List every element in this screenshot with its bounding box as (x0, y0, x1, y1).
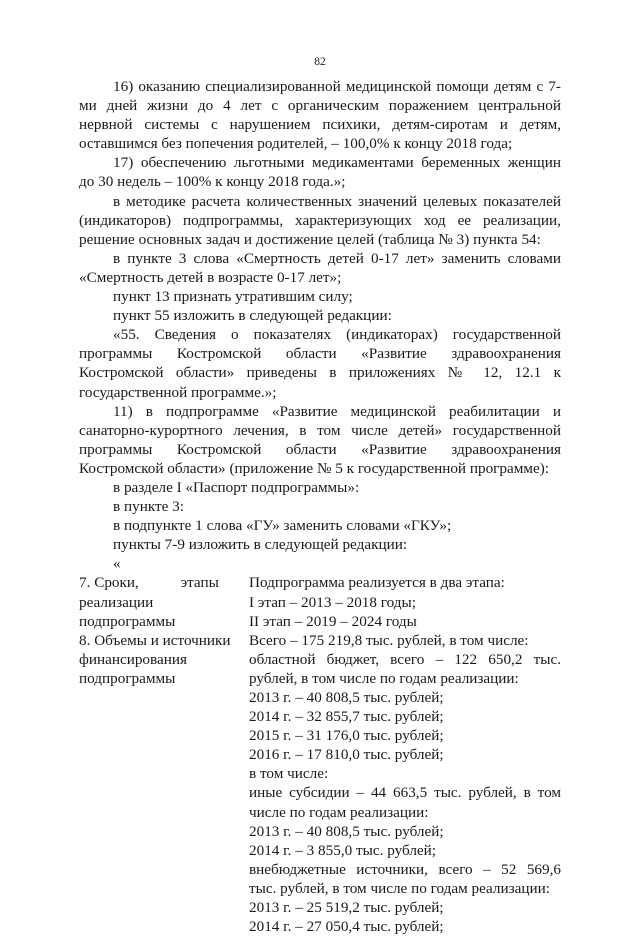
row-value (249, 631, 561, 936)
paragraph: пункт 55 изложить в следующей редакции: (113, 307, 392, 325)
row-value (249, 573, 561, 630)
row-value-line: в том числе: (249, 765, 329, 783)
opening-quote: « (113, 555, 121, 573)
page-number: 82 (314, 56, 326, 68)
paragraph: пункты 7-9 изложить в следующей редакции: (113, 536, 408, 554)
row-label (79, 573, 239, 630)
paragraph: в пункте 3: (113, 498, 184, 516)
row-label-line: финансирования (79, 650, 187, 668)
row-value-line: 2015 г. – 31 176,0 тыс. рублей; (249, 727, 444, 745)
passport-row-7 (79, 573, 561, 630)
row-value-line: I этап – 2013 – 2018 годы; (249, 593, 416, 611)
row-value-line: Всего – 175 219,8 тыс. рублей, в том числе: (249, 631, 529, 649)
row-label (79, 631, 239, 936)
paragraph: 17) обеспечению льготными медикаментами беременных женщин до 30 недель – 100% к концу 2018 года.»; (79, 154, 561, 191)
row-value-line: 2014 г. – 32 855,7 тыс. рублей; (249, 708, 444, 726)
row-value-line: рублей, в том числе по годам реализации: (249, 669, 519, 687)
row-value-line: II этап – 2019 – 2024 годы (249, 612, 417, 630)
row-value-line: областной бюджет, всего – 122 650,2 тыс. (249, 650, 561, 668)
paragraph: 11) в подпрограмме «Развитие медицинской реабилитации и санаторно-курортного лечения, в том числе детей» государственной программы Костромской области «Развитие здравоохранения Костромской области» (приложение № 5 к государственной программе): (79, 402, 561, 477)
paragraph: пункт 13 признать утратившим силу; (113, 288, 353, 306)
paragraph: «55. Сведения о показателях (индикаторах) государственной программы Костромской области «Развитие здравоохранения Костромской области» приведены в приложениях № 12, 12.1 к государственной программе.»; (79, 326, 561, 401)
row-value-line: числе по годам реализации: (249, 803, 429, 821)
row-value-line: 2014 г. – 3 855,0 тыс. рублей; (249, 841, 437, 859)
document-body (79, 77, 561, 936)
paragraph: 16) оказанию специализированной медицинской помощи детям с 7-ми дней жизни до 4 лет с органическим поражением центральной нервной системы с нарушением психики, детям-сиротам и детям, оставшимся без попечения родителей, – 100,0% к концу 2018 года; (79, 78, 561, 153)
row-value-line: 2014 г. – 27 050,4 тыс. рублей; (249, 918, 444, 936)
row-value-line: внебюджетные источники, всего – 52 569,6 (249, 860, 561, 878)
row-value-line: тыс. рублей, в том числе по годам реализации: (249, 879, 550, 897)
paragraph: в пункте 3 слова «Смертность детей 0-17 лет» заменить словами «Смертность детей в возрасте 0-17 лет»; (79, 249, 561, 286)
row-value-line: иные субсидии – 44 663,5 тыс. рублей, в том (249, 784, 561, 802)
row-label-line: подпрограммы (79, 669, 176, 687)
row-value-line: 2013 г. – 25 519,2 тыс. рублей; (249, 899, 444, 917)
row-label-line: 8. Объемы и источники (79, 631, 231, 649)
row-value-line: Подпрограмма реализуется в два этапа: (249, 574, 505, 592)
passport-row-8 (79, 631, 561, 936)
row-value-line: 2013 г. – 40 808,5 тыс. рублей; (249, 822, 444, 840)
paragraph: в разделе I «Паспорт подпрограммы»: (113, 478, 360, 496)
paragraph: в подпункте 1 слова «ГУ» заменить словами «ГКУ»; (113, 517, 452, 535)
row-value-line: 2016 г. – 17 810,0 тыс. рублей; (249, 746, 444, 764)
paragraph: в методике расчета количественных значений целевых показателей (индикаторов) подпрограммы, характеризующих ход ее реализации, решение основных задач и достижение целей (таблица № 3) пункта 54: (79, 192, 561, 248)
row-label-line: подпрограммы (79, 612, 176, 630)
row-label-line: реализации (79, 593, 154, 611)
row-label-line: 7. Сроки, этапы (79, 574, 219, 592)
row-value-line: 2013 г. – 40 808,5 тыс. рублей; (249, 689, 444, 706)
